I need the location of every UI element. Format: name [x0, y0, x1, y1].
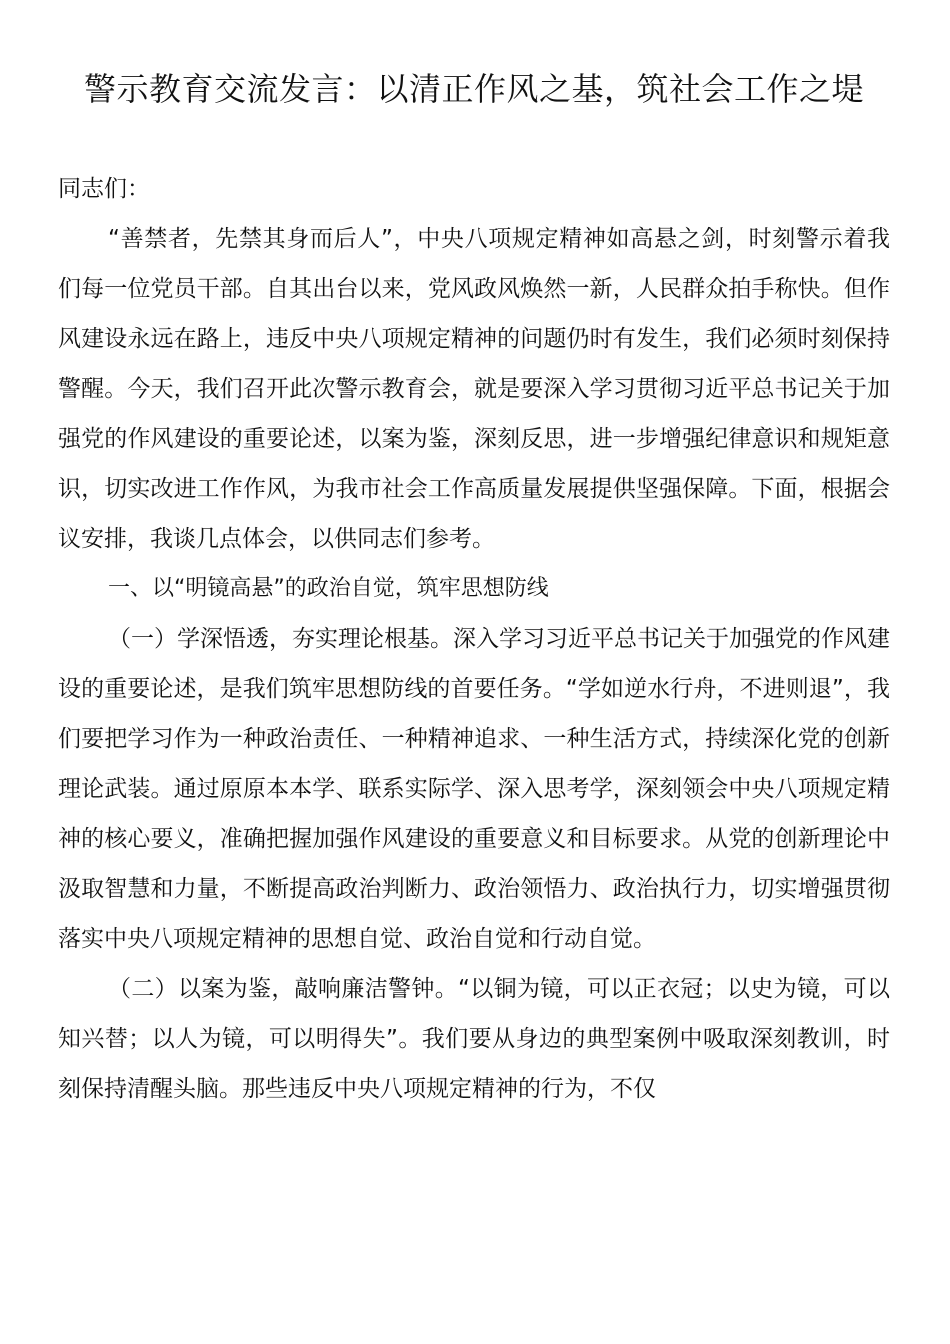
section-heading-1: 一、以“明镜高悬”的政治自觉，筑牢思想防线 — [108, 576, 549, 601]
paragraph-intro: “善禁者，先禁其身而后人”，中央八项规定精神如高悬之剑，时刻警示着我们每一位党员干部。自其出台以来，党风政风焕然一新，人民群众拍手称快。但作风建设永远在路上，违反中央八项规定精神的问题仍时有发生，我们必须时刻保持警醒。今天，我们召开此次警示教育会，就是要深入学习贯彻习近平总书记关于加强党的作风建设的重要论述，以案为鉴，深刻反思，进一步增强纪律意识和规矩意识，切实改进工作作风，为我市社会工作高质量发展提供坚强保障。下面，根据会议安排，我谈几点体会，以供同志们参考。 — [58, 226, 890, 552]
paragraph-section-1-2: （二）以案为鉴，敲响廉洁警钟。“以铜为镜，可以正衣冠；以史为镜，可以知兴替；以人为镜，可以明得失”。我们要从身边的典型案例中吸取深刻教训，时刻保持清醒头脑。那些违反中央八项规定精神的行为，不仅 — [58, 976, 890, 1102]
paragraph-section-1-1: （一）学深悟透，夯实理论根基。深入学习习近平总书记关于加强党的作风建设的重要论述，是我们筑牢思想防线的首要任务。“学如逆水行舟，不进则退”，我们要把学习作为一种政治责任、一种精神追求、一种生活方式，持续深化党的创新理论武装。通过原原本本学、联系实际学、深入思考学，深刻领会中央八项规定精神的核心要义，准确把握加强作风建设的重要意义和目标要求。从党的创新理论中汲取智慧和力量，不断提高政治判断力、政治领悟力、政治执行力，切实增强贯彻落实中央八项规定精神的思想自觉、政治自觉和行动自觉。 — [58, 626, 890, 952]
document-title: 警示教育交流发言：以清正作风之基，筑社会工作之堤 — [83, 70, 864, 108]
greeting: 同志们： — [58, 176, 150, 202]
